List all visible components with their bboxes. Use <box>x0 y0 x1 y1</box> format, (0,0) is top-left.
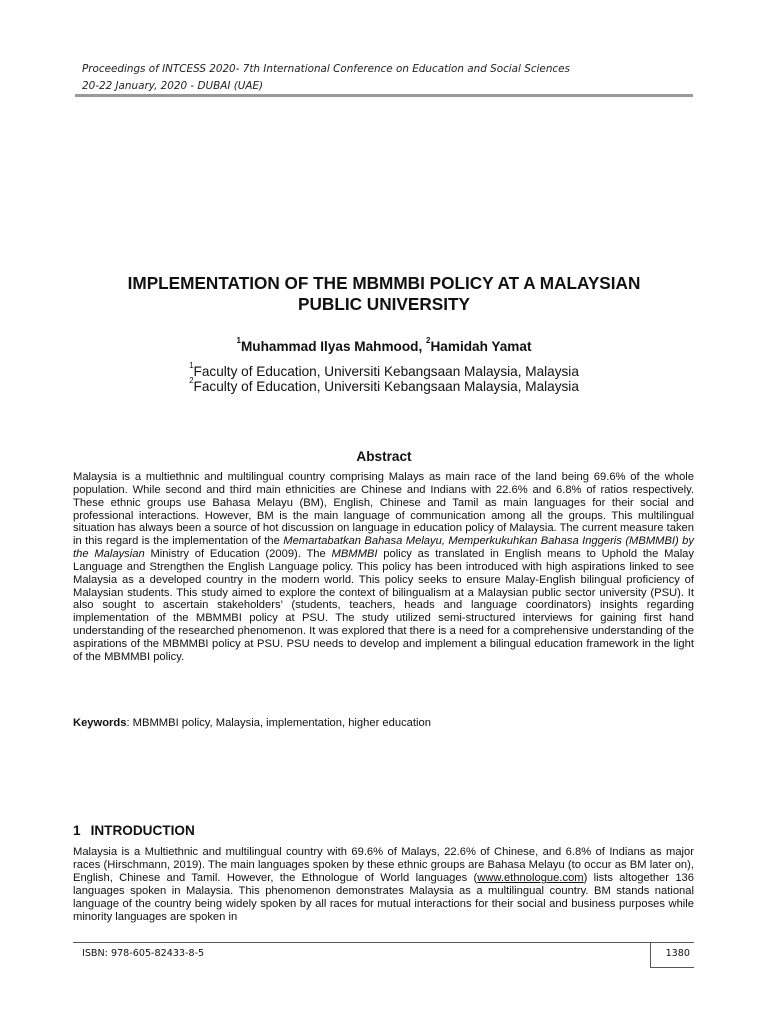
keywords <box>73 717 694 729</box>
conference-dates: 20-22 January, 2020 - DUBAI (UAE) <box>82 80 264 92</box>
author-line <box>75 336 693 354</box>
abstract-policy-short: MBMMBI <box>331 548 378 561</box>
affiliation-2 <box>75 376 693 394</box>
section-number: 1 <box>73 823 81 838</box>
keywords-label: Keywords <box>73 717 127 729</box>
abstract-text-3: policy as translated in English means to Uphold the Malay Language and Strengthen the English Language policy. This policy has been introduced with high aspirations linked to see Malaysia as a developed country in the modern world. This policy seeks to ensure Malay-English bilingual proficiency of Malaysian students. This study aimed to explore the context of bilingualism at a Malaysian public sector university (PSU). It also sought to ascertain stakeholders’ (students, teachers, heads and language coordinators) insights regarding implementation of the MBMMBI policy at PSU. The study utilized semi-structured interviews for gaining first hand understanding of the researched phenomenon. It was explored that there is a need for a comprehensive understanding of the aspirations of the MBMMBI policy at PSU. PSU needs to develop and implement a bilingual education framework in the light of the MBMMBI policy. <box>73 548 694 663</box>
abstract-heading: Abstract <box>356 449 412 464</box>
intro-text-2: ) lists altogether 136 languages spoken in Malaysia. This phenomenon demonstrates Malaysia as a multilingual country. BM stands national language of the country being widely spoken by all races for mutual interactions for their social and business purposes while minority languages are spoken in <box>73 872 694 924</box>
footer-divider <box>650 942 651 968</box>
running-header <box>82 61 694 95</box>
abstract-text-1: Malaysia is a multiethnic and multilingual country comprising Malays as main race of the land being 69.6% of the whole population. While second and third main ethnicities are Chinese and Indians with 22.6% and 6.8% of ratios respectively. These ethnic groups use Bahasa Melayu (BM), English, Chinese and Tamil as main languages for their social and professional interactions. However, BM is the main language of communication among all the groups. This multilingual situation has always been a source of hot discussion on language in education policy of Malaysia. The current measure taken in this regard is the implementation of the <box>73 471 694 548</box>
affiliation-2-text: Faculty of Education, Universiti Kebangsaan Malaysia, Malaysia <box>193 379 579 394</box>
author-2-name: Hamidah Yamat <box>430 339 532 354</box>
ethnologue-link[interactable]: www.ethnologue.com <box>477 872 584 885</box>
affiliation-2-marker: 2 <box>189 376 194 385</box>
abstract-policy-name: Memartabatkan Bahasa Melayu, Memperkukuhkan Bahasa Inggeris (MBMMBI) by the Malaysian <box>73 535 694 561</box>
author-2-marker: 2 <box>426 336 431 345</box>
conference-name: Proceedings of INTCESS 2020- 7th International Conference on Education and Social Sciences <box>82 63 570 75</box>
paper-title <box>75 273 693 315</box>
author-1-name: Muhammad Ilyas Mahmood, <box>240 339 427 354</box>
abstract-text-2: Ministry of Education (2009). The <box>144 548 332 561</box>
section-title: INTRODUCTION <box>90 823 195 838</box>
title-line-1: IMPLEMENTATION OF THE MBMMBI POLICY AT A MALAYSIAN <box>127 273 641 293</box>
affiliation-1 <box>75 361 693 379</box>
page-number: 1380 <box>665 948 690 959</box>
author-1-marker: 1 <box>236 336 241 345</box>
isbn: ISBN: 978-605-82433-8-5 <box>82 948 205 959</box>
intro-text-1: Malaysia is a Multiethnic and multilingual country with 69.6% of Malays, 22.6% of Chinese, and 6.8% of Indians as major races (Hirschmann, 2019). The main languages spoken by these ethnic groups are Bahasa Melayu (to occur as BM later on), English, Chinese and Tamil. However, the Ethnologue of World languages ( <box>73 846 694 885</box>
footer-rule <box>73 942 694 943</box>
section-heading-introduction <box>73 823 473 838</box>
abstract-body <box>73 471 694 664</box>
affiliation-1-text: Faculty of Education, Universiti Kebangsaan Malaysia, Malaysia <box>193 364 579 379</box>
title-line-2: PUBLIC UNIVERSITY <box>298 294 470 314</box>
affiliation-1-marker: 1 <box>189 361 194 370</box>
introduction-body <box>73 846 694 925</box>
footer-page-box-bottom <box>650 967 694 968</box>
keywords-text: : MBMMBI policy, Malaysia, implementation, higher education <box>126 717 431 729</box>
header-rule <box>75 94 693 97</box>
